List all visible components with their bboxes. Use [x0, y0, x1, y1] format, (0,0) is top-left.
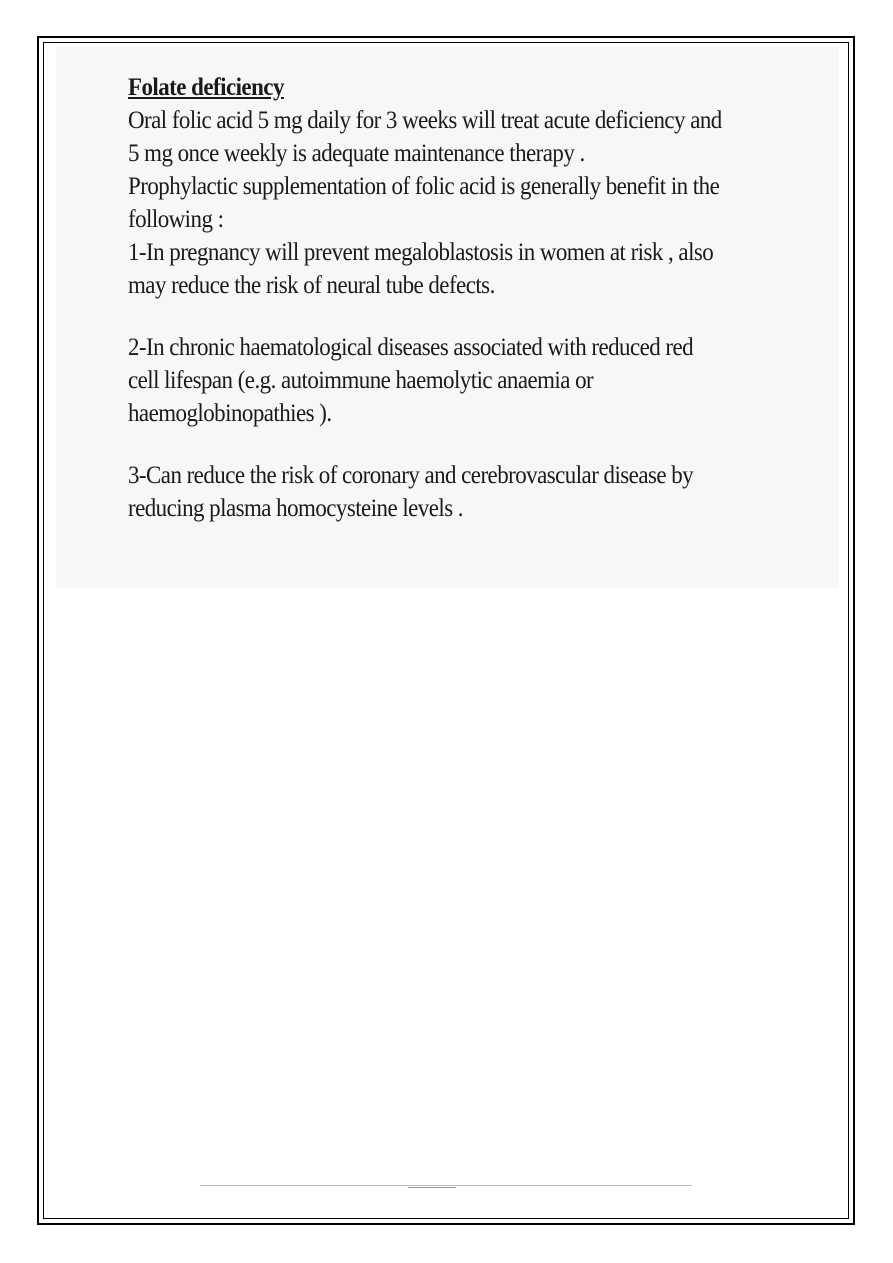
spacer [128, 301, 722, 330]
list-item-haematological: 2-In chronic haematological diseases associated with reduced red cell lifespan (e.g. autoimmune haemolytic anaemia or haemoglobinopathies ). [128, 332, 694, 427]
paragraph-treatment: Oral folic acid 5 mg daily for 3 weeks will treat acute deficiency and 5 mg once weekly is adequate maintenance therapy . [128, 105, 722, 167]
document-heading: Folate deficiency [128, 72, 284, 101]
footer-rule [200, 1185, 692, 1186]
list-item-cardiovascular: 3-Can reduce the risk of coronary and cerebrovascular disease by reducing plasma homocysteine levels . [128, 460, 694, 522]
paragraph-prophylaxis-intro: Prophylactic supplementation of folic acid is generally benefit in the following : [128, 171, 720, 233]
list-item-pregnancy: 1-In pregnancy will prevent megaloblastosis in women at risk , also may reduce the risk of neural tube defects. [128, 237, 714, 299]
footer-rule-accent [408, 1187, 456, 1188]
document-body [128, 70, 722, 524]
spacer [128, 429, 722, 458]
